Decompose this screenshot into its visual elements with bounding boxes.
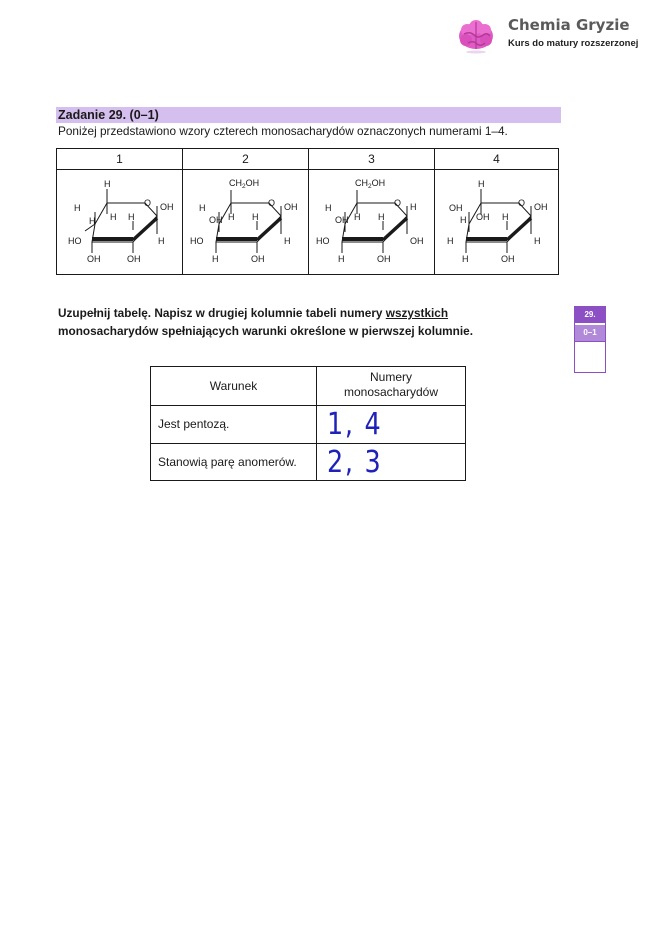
structure-header-1: 1	[116, 152, 123, 166]
ch2oh-label: $CH_2OH$	[355, 178, 386, 190]
atom-label: H	[89, 216, 96, 226]
structure-header-2: 2	[242, 152, 249, 166]
atom-label: H	[228, 212, 235, 222]
task-title: Zadanie 29. (0–1)	[58, 108, 159, 122]
atom-label: OH	[335, 215, 349, 225]
atom-label: H	[128, 212, 135, 222]
header-numbers	[317, 370, 465, 400]
atom-label: H	[478, 179, 485, 189]
score-range: 0–1	[575, 324, 605, 341]
structure-4	[447, 179, 548, 264]
answer-table	[150, 366, 466, 481]
brand-name: Chemia Gryzie	[508, 16, 630, 34]
condition-cell: Jest pentozą.	[158, 417, 230, 431]
atom-label: H	[252, 212, 259, 222]
brain-icon	[456, 16, 496, 56]
atom-label: H	[460, 215, 467, 225]
brand-subtitle: Kurs do matury rozszerzonej	[508, 38, 639, 49]
atom-label: OH	[377, 254, 391, 264]
atom-label: OH	[160, 202, 174, 212]
brand-header	[456, 14, 656, 58]
ring-oxygen: O	[268, 198, 276, 208]
score-entry-field	[575, 341, 605, 373]
atom-label: H	[354, 212, 361, 222]
ring-oxygen: O	[394, 198, 402, 208]
atom-label: OH	[87, 254, 101, 264]
row-divider	[151, 443, 465, 444]
atom-label: H	[104, 179, 111, 189]
score-task-number: 29.	[575, 307, 605, 323]
atom-label: OH	[501, 254, 515, 264]
atom-label: H	[284, 236, 291, 246]
atom-label: OH	[410, 236, 424, 246]
atom-label: H	[158, 236, 165, 246]
atom-label: H	[410, 202, 417, 212]
condition-cell: Stanowią parę anomerów.	[158, 455, 297, 469]
instruction-emphasis: wszystkich	[385, 306, 449, 320]
structure-header-4: 4	[493, 152, 500, 166]
score-box	[574, 306, 606, 373]
task-intro: Poniżej przedstawiono wzory czterech monosacharydów oznaczonych numerami 1–4.	[58, 124, 508, 138]
handwritten-answer[interactable]: 2, 3	[327, 445, 383, 480]
atom-label: OH	[534, 202, 548, 212]
atom-label: HO	[316, 236, 330, 246]
structures-table	[56, 148, 559, 275]
header-condition: Warunek	[209, 379, 258, 393]
structure-3	[316, 178, 424, 264]
atom-label: OH	[209, 215, 223, 225]
instruction-text: Uzupełnij tabelę. Napisz w drugiej kolumnie tabeli numery	[58, 306, 386, 320]
header-numbers-line2: monosacharydów	[343, 385, 439, 399]
atom-label: H	[212, 254, 219, 264]
atom-label: H	[378, 212, 385, 222]
atom-label: HO	[68, 236, 82, 246]
atom-label: HO	[190, 236, 204, 246]
structure-1	[68, 179, 174, 264]
structure-header-3: 3	[368, 152, 375, 166]
atom-label: OH	[127, 254, 141, 264]
atom-label: H	[447, 236, 454, 246]
ring-oxygen: O	[518, 198, 526, 208]
atom-label: H	[462, 254, 469, 264]
instruction-text: monosacharydów spełniających warunki określone w pierwszej kolumnie.	[58, 324, 473, 338]
atom-label: H	[502, 212, 509, 222]
header-numbers-line1: Numery	[369, 370, 412, 384]
atom-label: H	[199, 203, 206, 213]
atom-label: H	[74, 203, 81, 213]
handwritten-answer[interactable]: 1, 4	[327, 407, 383, 442]
task-header-bar	[56, 107, 561, 123]
structure-2	[190, 178, 298, 264]
ch2oh-label: $CH_2OH$	[229, 178, 260, 190]
atom-label: OH	[251, 254, 265, 264]
atom-label: H	[338, 254, 345, 264]
atom-label: OH	[284, 202, 298, 212]
atom-label: OH	[449, 203, 463, 213]
task-instruction	[58, 304, 473, 340]
ring-oxygen: O	[144, 198, 152, 208]
atom-label: H	[534, 236, 541, 246]
atom-label: H	[110, 212, 117, 222]
atom-label: H	[325, 203, 332, 213]
row-divider	[151, 405, 465, 406]
atom-label: OH	[476, 212, 490, 222]
structures-drawing	[57, 170, 558, 274]
